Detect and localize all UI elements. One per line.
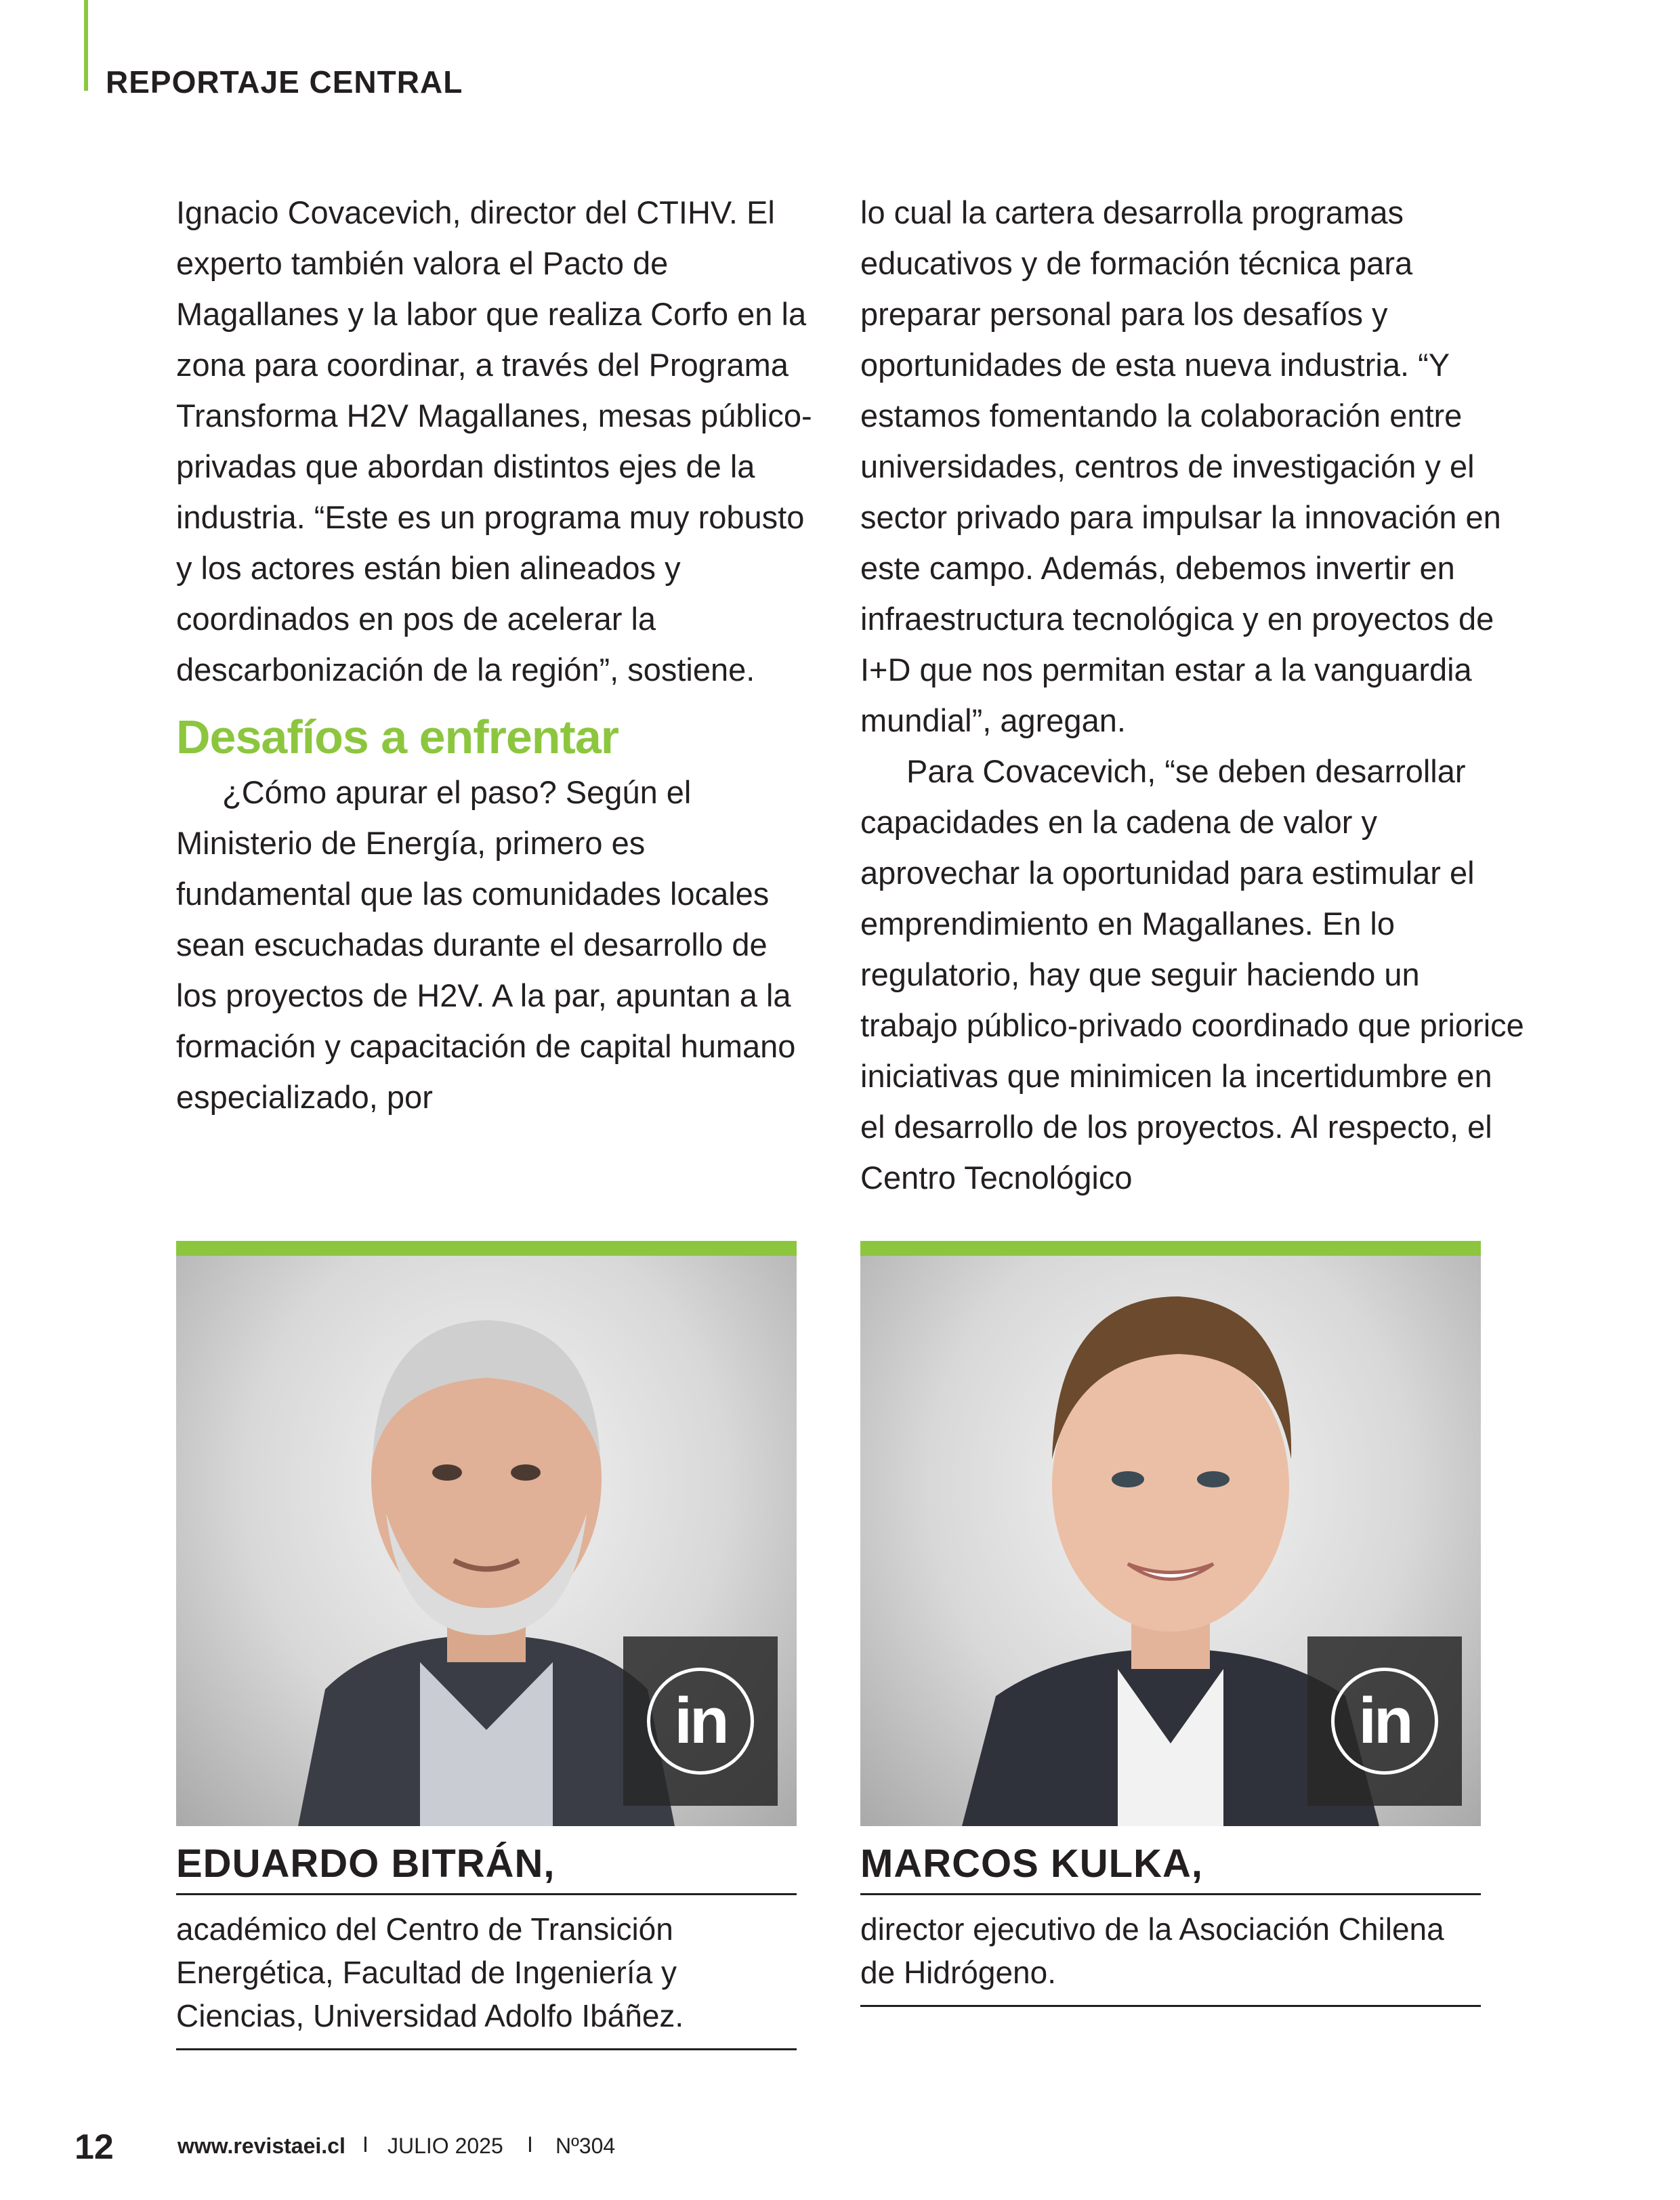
linkedin-icon: in — [647, 1668, 754, 1775]
article-paragraph: Ignacio Covacevich, director del CTIHV. El experto también valora el Pacto de Magallanes y la labor que realiza Corfo en la zona para coordinar, a través del Programa Transforma H2V Magallanes, mesas público- privadas que abordan distintos ejes de la industria. “Este es un programa muy robusto y los actores están bien alineados y coordinados en pos de acelerar la descarbonización de la región”, sostiene. — [176, 194, 812, 688]
page-number: 12 — [75, 2128, 114, 2167]
profile-role: director ejecutivo de la Asociación Chilena de Hidrógeno. — [860, 1895, 1481, 2007]
article-subheading: Desafíos a enfrentar — [176, 711, 619, 763]
portrait-photo — [860, 1256, 1481, 1826]
profile-role: académico del Centro de Transición Energética, Facultad de Ingeniería y Ciencias, Universidad Adolfo Ibáñez. — [176, 1895, 797, 2050]
profile-card — [176, 1241, 797, 2050]
article-paragraph: Para Covacevich, “se deben desarrollar capacidades en la cadena de valor y aprovechar la oportunidad para estimular el emprendimiento en Magallanes. En lo regulatorio, hay que seguir haciendo un trabajo público-privado coordinado que priorice iniciativas que minimicen la incertidumbre en el desarrollo de los proyectos. Al respecto, el Centro Tecnológico — [860, 753, 1524, 1196]
linkedin-button[interactable] — [1307, 1636, 1462, 1806]
issue-number: Nº304 — [555, 2134, 616, 2158]
article-paragraph: lo cual la cartera desarrolla programas educativos y de formación técnica para preparar personal para los desafíos y oportunidades de esta nueva industria. “Y estamos fomentando la colaboración entre universidades, centros de investigación y el sector privado para impulsar la innovación en este campo. Además, debemos invertir en infraestructura tecnológica y en proyectos de I+D que nos permitan estar a la vanguardia mundial”, agregan. — [860, 194, 1501, 738]
card-accent-strip — [860, 1241, 1481, 1256]
linkedin-button[interactable] — [623, 1636, 778, 1806]
card-accent-strip — [176, 1241, 797, 1256]
profile-name: EDUARDO BITRÁN, — [176, 1826, 797, 1895]
portrait-photo — [176, 1256, 797, 1826]
linkedin-icon: in — [1331, 1668, 1438, 1775]
section-label: REPORTAJE CENTRAL — [106, 64, 463, 100]
footer-separator: I — [362, 2132, 369, 2157]
footer-separator: I — [527, 2132, 533, 2157]
profile-card — [860, 1241, 1481, 2007]
profile-name: MARCOS KULKA, — [860, 1826, 1481, 1895]
section-accent-bar — [84, 0, 88, 91]
issue-date: JULIO 2025 — [387, 2134, 503, 2158]
article-paragraph: ¿Cómo apurar el paso? Según el Ministerio de Energía, primero es fundamental que las comunidades locales sean escuchadas durante el desarrollo de los proyectos de H2V. A la par, apuntan a la formación y capacitación de capital humano especializado, por — [176, 774, 796, 1115]
article-column-right — [860, 187, 1524, 1203]
article-column-left — [176, 187, 813, 1122]
website-link[interactable]: www.revistaei.cl — [177, 2134, 345, 2158]
page-footer — [0, 2127, 1680, 2167]
